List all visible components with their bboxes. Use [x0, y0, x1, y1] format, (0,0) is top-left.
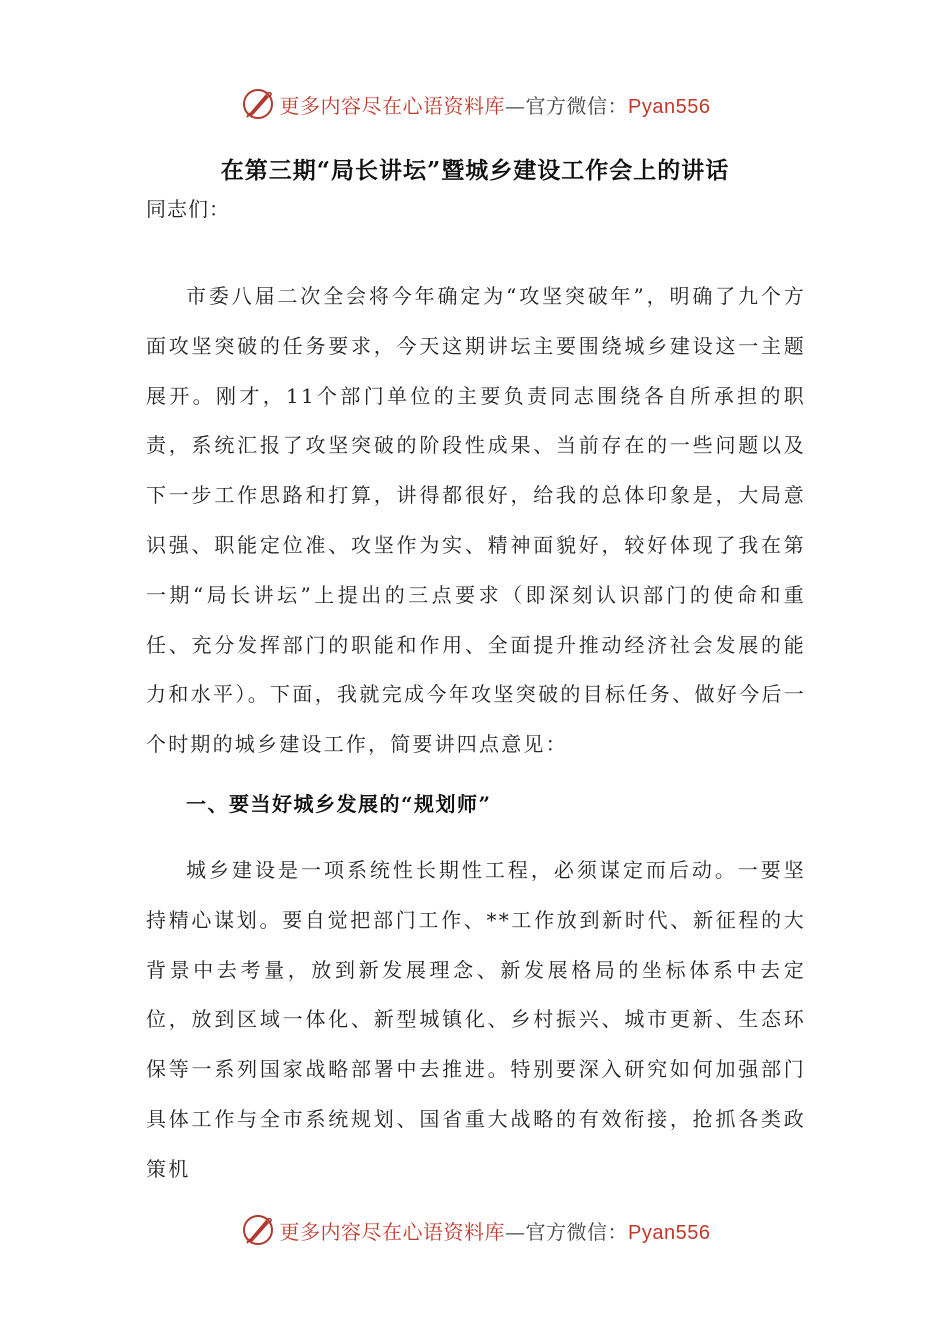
- banner-wechat-id: Pyan556: [628, 1221, 711, 1244]
- salutation: 同志们：: [146, 197, 230, 221]
- banner-wechat-id: Pyan556: [628, 95, 711, 118]
- footer-banner: [0, 1210, 950, 1250]
- quill-logo-icon: [240, 86, 276, 122]
- banner-text: [280, 1216, 711, 1245]
- banner-brand: 更多内容尽在心语资料库: [279, 1219, 506, 1244]
- document-title: 在第三期“局长讲坛”暨城乡建设工作会上的讲话: [220, 157, 730, 184]
- paragraph-body: 城乡建设是一项系统性长期性工程，必须谋定而后动。一要坚持精心谋划。要自觉把部门工作、**工作放到新时代、新征程的大背景中去考量，放到新发展理念、新发展格局的坐标体系中去定位，放到区域一体化、新型城镇化、乡村振兴、城市更新、生态环保等一系列国家战略部署中去推进。特别要深入研究如何加强部门具体工作与全市系统规划、国省重大战略的有效衔接，抢抓各类政策机: [146, 858, 806, 1181]
- banner-separator: —: [505, 93, 526, 118]
- quill-logo-icon: [240, 1212, 276, 1248]
- banner-wechat-label: 官方微信：: [525, 93, 629, 118]
- paragraph-intro: 市委八届二次全会将今年确定为“攻坚突破年”，明确了九个方面攻坚突破的任务要求，今天这期讲坛主要围绕城乡建设这一主题展开。刚才，11个部门单位的主要负责同志围绕各自所承担的职责，系统汇报了攻坚突破的阶段性成果、当前存在的一些问题以及下一步工作思路和打算，讲得都很好，给我的总体印象是，大局意识强、职能定位准、攻坚作为实、精神面貌好，较好体现了我在第一期“局长讲坛”上提出的三点要求（即深刻认识部门的使命和重任、充分发挥部门的职能和作用、全面提升推动经济社会发展的能力和水平）。下面，我就完成今年攻坚突破的目标任务、做好今后一个时期的城乡建设工作，简要讲四点意见：: [146, 284, 806, 757]
- banner-wechat-label: 官方微信：: [525, 1219, 629, 1244]
- header-banner: [0, 84, 950, 124]
- banner-brand: 更多内容尽在心语资料库: [279, 93, 506, 118]
- section-heading: 一、要当好城乡发展的“规划师”: [186, 792, 492, 816]
- banner-separator: —: [505, 1219, 526, 1244]
- banner-text: [280, 90, 711, 119]
